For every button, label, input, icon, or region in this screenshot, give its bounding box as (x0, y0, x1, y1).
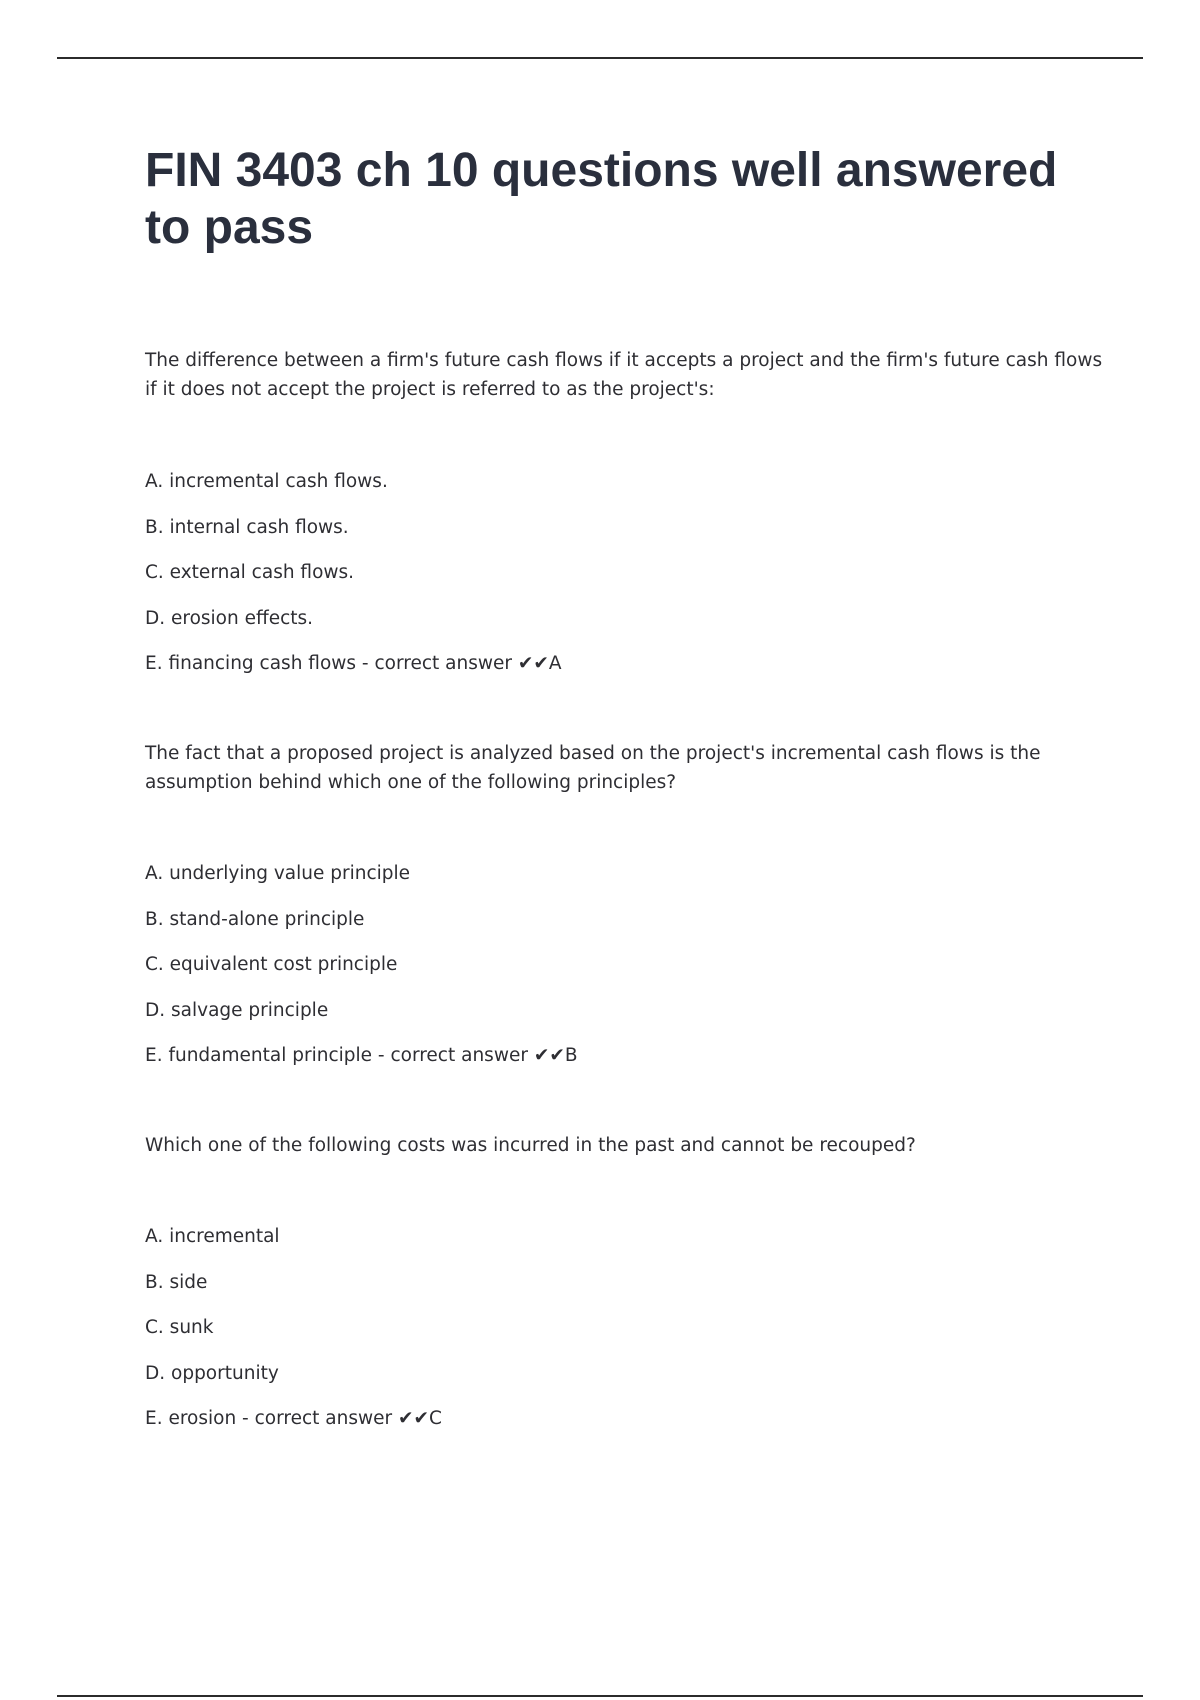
top-divider (57, 57, 1143, 59)
question-3-option-b: B. side (145, 1271, 208, 1293)
question-2-prompt: The fact that a proposed project is analyzed based on the project's incremental cash flows is the assumption behind which one of the following principles? (145, 743, 1041, 793)
question-3-option-d: D. opportunity (145, 1362, 279, 1384)
question-1-option-e-answer: E. financing cash flows - correct answer ✔✔A (145, 653, 562, 674)
question-1-option-a: A. incremental cash flows. (145, 471, 388, 492)
question-2-option-c: C. equivalent cost principle (145, 954, 398, 975)
question-1-option-b: B. internal cash flows. (145, 516, 349, 538)
question-3-options (145, 1225, 1105, 1453)
question-2-option-b: B. stand-alone principle (145, 908, 365, 930)
bottom-divider (57, 1695, 1143, 1697)
question-3-option-c: C. sunk (145, 1317, 214, 1338)
question-1-options (145, 470, 1105, 698)
question-1-option-d: D. erosion effects. (145, 607, 314, 629)
question-2-options (145, 862, 1105, 1090)
question-3-option-e-answer: E. erosion - correct answer ✔✔C (145, 1408, 442, 1429)
question-2-option-d: D. salvage principle (145, 999, 329, 1021)
question-2-option-a: A. underlying value principle (145, 863, 411, 884)
question-3-prompt: Which one of the following costs was incurred in the past and cannot be recouped? (145, 1135, 916, 1156)
question-3-option-a: A. incremental (145, 1226, 280, 1247)
question-1-option-c: C. external cash flows. (145, 562, 355, 583)
document-title: FIN 3403 ch 10 questions well answered to pass (145, 144, 1058, 254)
question-1-prompt: The difference between a firm's future cash flows if it accepts a project and the firm's future cash flows if it does not accept the project is referred to as the project's: (145, 350, 1103, 400)
question-2-option-e-answer: E. fundamental principle - correct answer ✔✔B (145, 1045, 578, 1066)
